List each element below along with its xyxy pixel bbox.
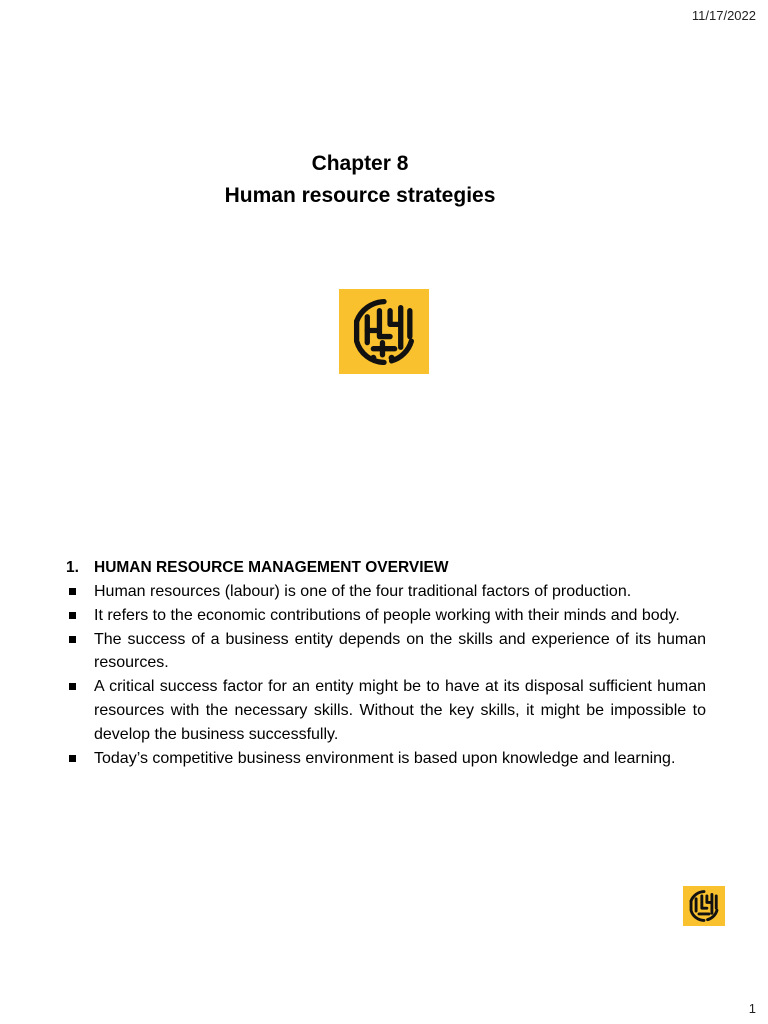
section-heading-text: HUMAN RESOURCE MANAGEMENT OVERVIEW	[94, 559, 449, 576]
logo-large	[339, 289, 429, 374]
bullet-list	[66, 580, 706, 770]
list-item: The success of a business entity depends on the skills and experience of its human resources.	[66, 628, 706, 676]
overview-section	[66, 556, 706, 770]
list-item: It refers to the economic contributions of people working with their minds and body.	[66, 604, 706, 628]
page-number: 1	[748, 1001, 756, 1016]
square-bullet-icon	[69, 612, 76, 619]
square-bullet-icon	[69, 588, 76, 595]
chapter-title: Human resource strategies	[224, 184, 496, 207]
calligraphy-logo-icon	[346, 294, 422, 370]
page-title	[0, 148, 720, 212]
square-bullet-icon	[69, 755, 76, 762]
list-item: Today’s competitive business environment is based upon knowledge and learning.	[66, 747, 706, 771]
section-heading	[66, 556, 706, 580]
section-number: 1.	[66, 559, 79, 576]
chapter-number: Chapter 8	[311, 152, 409, 175]
square-bullet-icon	[69, 683, 76, 690]
list-item: A critical success factor for an entity might be to have at its disposal sufficient human resources with the necessary skills. Without the key skills, it might be impossible to develop the business successfully.	[66, 675, 706, 746]
list-item: Human resources (labour) is one of the four traditional factors of production.	[66, 580, 706, 604]
slide-date: 11/17/2022	[691, 8, 756, 23]
calligraphy-logo-icon	[686, 888, 722, 924]
square-bullet-icon	[69, 636, 76, 643]
logo-small	[683, 886, 725, 926]
